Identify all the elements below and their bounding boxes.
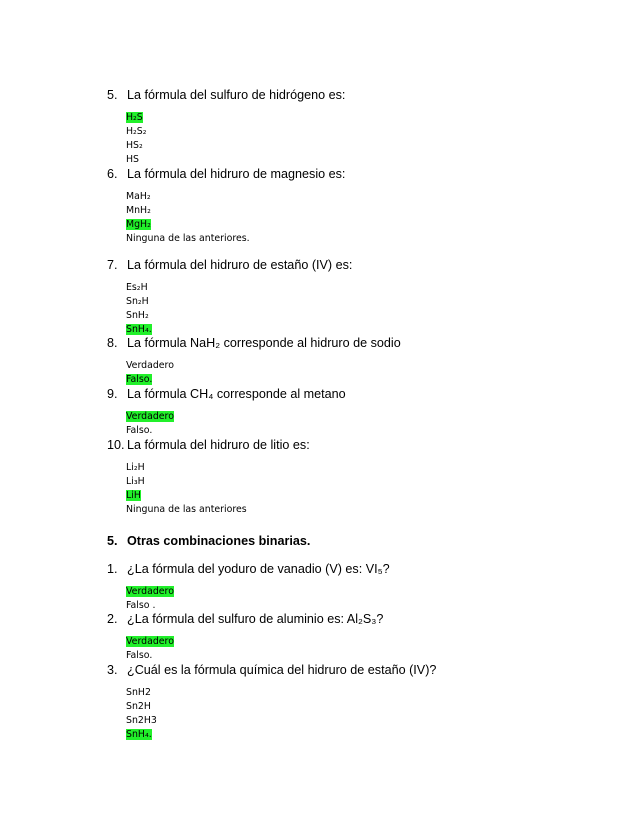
question-6: [107, 167, 345, 182]
option-item[interactable]: [126, 281, 152, 295]
option-item[interactable]: [126, 153, 147, 167]
option-label: Verdadero: [126, 586, 174, 597]
option-item[interactable]: [126, 295, 152, 309]
answer-options: [126, 410, 174, 438]
option-item[interactable]: [126, 410, 174, 424]
option-item[interactable]: [126, 686, 157, 700]
option-item[interactable]: [126, 218, 250, 232]
question-number: 1.: [107, 562, 118, 576]
option-item[interactable]: [126, 359, 174, 373]
question-number: 3.: [107, 663, 118, 677]
option-item[interactable]: [126, 190, 250, 204]
question-b2: [107, 612, 383, 627]
option-item[interactable]: [126, 461, 247, 475]
question-text: ¿La fórmula del yoduro de vanadio (V) es: VI₅?: [127, 562, 390, 576]
section-title: Otras combinaciones binarias.: [127, 534, 311, 548]
option-label: MgH₂: [126, 219, 151, 230]
option-label: LiH: [126, 490, 141, 501]
option-item[interactable]: [126, 503, 247, 517]
option-label: Falso.: [126, 425, 153, 436]
option-item[interactable]: [126, 204, 250, 218]
question-number: 10.: [107, 438, 125, 452]
section-number: 5.: [107, 534, 118, 548]
question-text: La fórmula del hidruro de estaño (IV) es:: [127, 258, 353, 272]
answer-options: [126, 461, 247, 517]
question-text: ¿Cuál es la fórmula química del hidruro de estaño (IV)?: [127, 663, 437, 677]
option-item[interactable]: [126, 728, 157, 742]
option-label: MaH₂: [126, 191, 151, 202]
option-item[interactable]: [126, 111, 147, 125]
answer-options: [126, 190, 250, 246]
option-label: HS₂: [126, 140, 143, 151]
option-label: SnH2: [126, 687, 151, 698]
option-label: Sn₂H: [126, 296, 149, 307]
section-heading: [107, 534, 310, 549]
option-item[interactable]: [126, 125, 147, 139]
question-text: La fórmula CH₄ corresponde al metano: [127, 387, 346, 401]
option-label: Sn2H: [126, 701, 151, 712]
option-item[interactable]: [126, 599, 174, 613]
answer-options: [126, 635, 174, 663]
question-number: 9.: [107, 387, 118, 401]
option-item[interactable]: [126, 635, 174, 649]
question-number: 6.: [107, 167, 118, 181]
option-label: Li₃H: [126, 476, 145, 487]
question-b1: [107, 562, 390, 577]
question-number: 7.: [107, 258, 118, 272]
question-number: 2.: [107, 612, 118, 626]
question-7: [107, 258, 352, 273]
question-9: [107, 387, 346, 402]
option-label: Falso.: [126, 650, 153, 661]
answer-options: [126, 359, 174, 387]
option-label: HS: [126, 154, 140, 165]
option-label: Li₂H: [126, 462, 145, 473]
question-number: 5.: [107, 88, 118, 102]
option-label: Ninguna de las anteriores: [126, 504, 247, 515]
option-label: Verdadero: [126, 411, 174, 422]
option-label: SnH₄.: [126, 324, 152, 335]
question-text: La fórmula del hidruro de magnesio es:: [127, 167, 346, 181]
question-10: [107, 438, 310, 453]
question-8: [107, 336, 401, 351]
option-item[interactable]: [126, 585, 174, 599]
option-label: H₂S₂: [126, 126, 147, 137]
option-item[interactable]: [126, 700, 157, 714]
option-item[interactable]: [126, 489, 247, 503]
question-text: La fórmula NaH₂ corresponde al hidruro de sodio: [127, 336, 401, 350]
question-text: La fórmula del hidruro de litio es:: [127, 438, 310, 452]
option-item[interactable]: [126, 424, 174, 438]
question-text: La fórmula del sulfuro de hidrógeno es:: [127, 88, 346, 102]
option-label: Sn2H3: [126, 715, 157, 726]
question-5: [107, 88, 345, 103]
answer-options: [126, 281, 152, 337]
option-item[interactable]: [126, 309, 152, 323]
question-text: ¿La fórmula del sulfuro de aluminio es: Al₂S₃?: [127, 612, 384, 626]
question-number: 8.: [107, 336, 118, 350]
answer-options: [126, 111, 147, 167]
option-label: Falso.: [126, 374, 153, 385]
option-label: Falso .: [126, 600, 156, 611]
option-label: SnH₂: [126, 310, 149, 321]
option-item[interactable]: [126, 649, 174, 663]
option-item[interactable]: [126, 373, 174, 387]
option-item[interactable]: [126, 139, 147, 153]
option-label: SnH₄.: [126, 729, 152, 740]
option-item[interactable]: [126, 475, 247, 489]
answer-options: [126, 686, 157, 742]
option-item[interactable]: [126, 714, 157, 728]
question-b3: [107, 663, 436, 678]
option-label: Verdadero: [126, 360, 174, 371]
option-label: Es₂H: [126, 282, 148, 293]
option-label: H₂S: [126, 112, 143, 123]
option-label: Verdadero: [126, 636, 174, 647]
answer-options: [126, 585, 174, 613]
option-item[interactable]: [126, 323, 152, 337]
option-label: Ninguna de las anteriores.: [126, 233, 250, 244]
option-label: MnH₂: [126, 205, 151, 216]
option-item[interactable]: [126, 232, 250, 246]
